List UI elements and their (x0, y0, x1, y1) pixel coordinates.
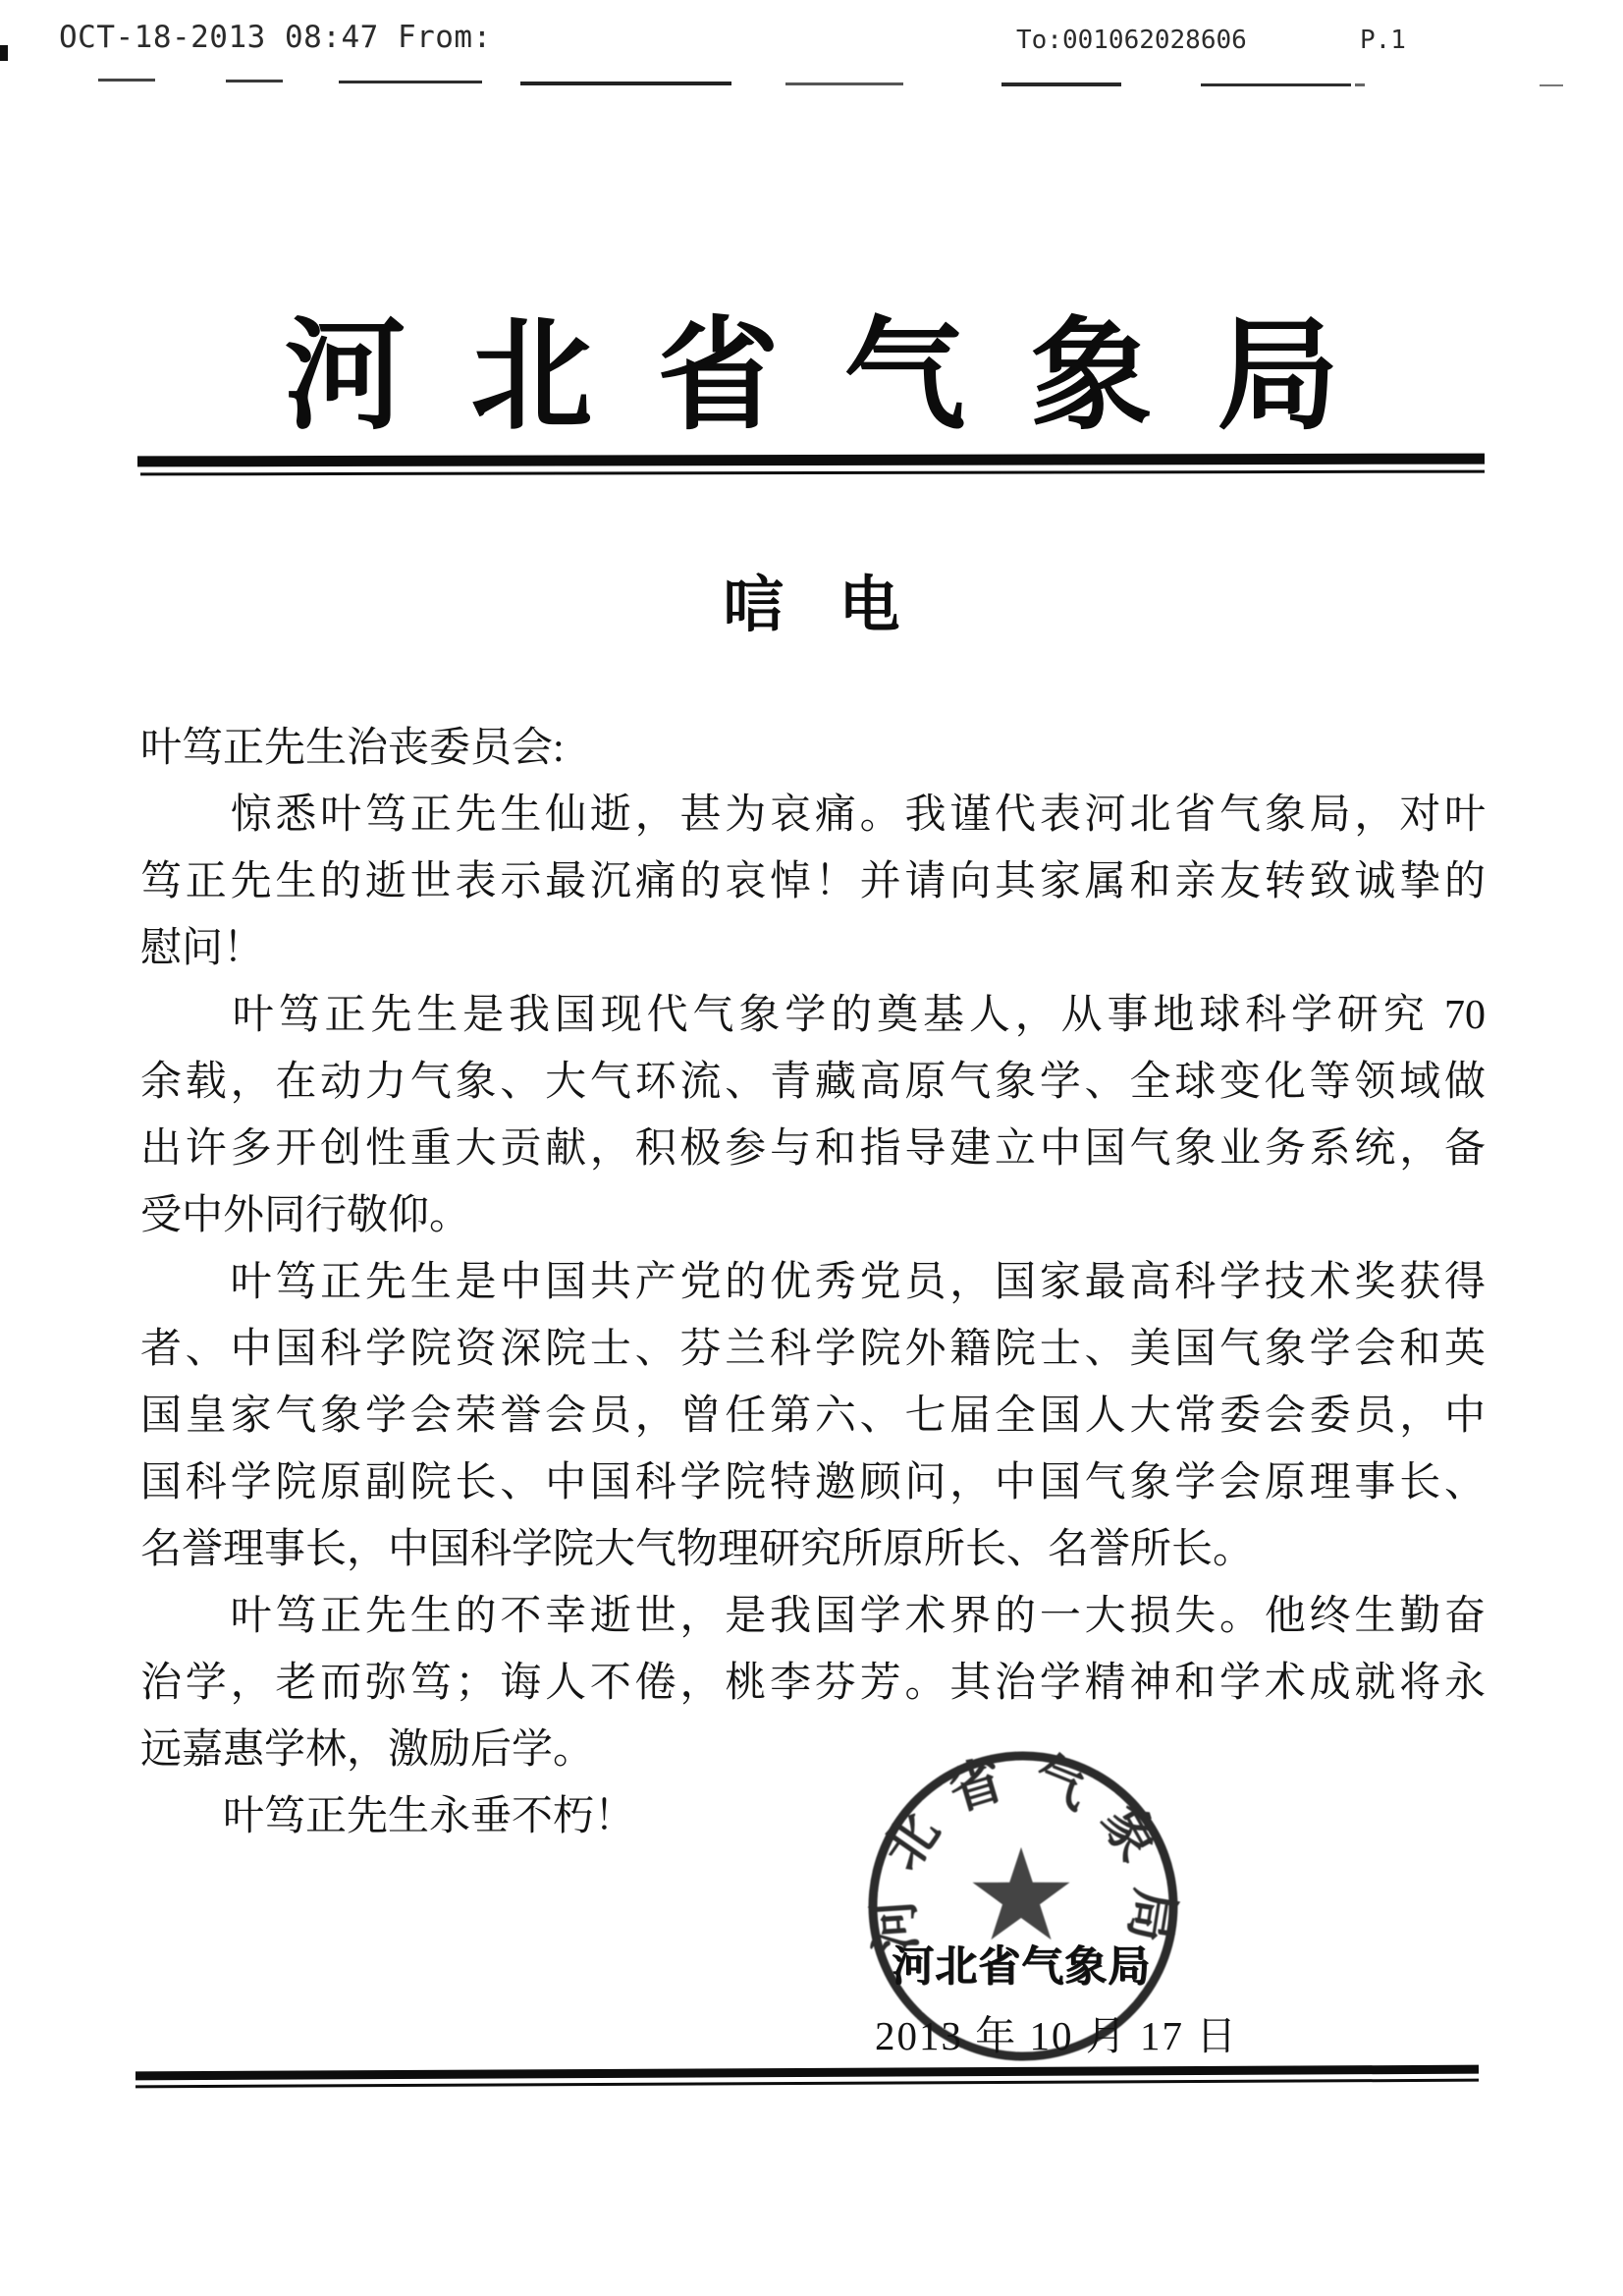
body-line: 者、中国科学院资深院士、芬兰科学院外籍院士、美国气象学会和英 (140, 1327, 1486, 1372)
body-line: 名誉理事长，中国科学院大气物理研究所原所长、名誉所长。 (140, 1527, 1255, 1572)
body-line: 余载，在动力气象、大气环流、青藏高原气象学、全球变化等领域做 (140, 1060, 1486, 1105)
seal-arc-text: 河北省气象局 (862, 1743, 1185, 1968)
document-subject (0, 556, 1623, 643)
body-line: 国皇家气象学会荣誉会员，曾任第六、七届全国人大常委会委员，中 (140, 1394, 1486, 1439)
body-line: 远嘉惠学林，激励后学。 (140, 1727, 595, 1773)
letterhead-rule-thick (137, 454, 1485, 467)
letter-body (140, 715, 1486, 1850)
body-line: 治学，老而弥笃；诲人不倦，桃李芬芳。其治学精神和学术成就将永 (140, 1661, 1486, 1706)
scan-artifact (0, 45, 8, 61)
body-line: 国科学院原副院长、中国科学院特邀顾问，中国气象学会原理事长、 (140, 1460, 1486, 1505)
body-line: 出许多开创性重大贡献，积极参与和指导建立中国气象业务系统，备 (140, 1126, 1486, 1172)
signature-date: 2013 年 10 月 17 日 (875, 2013, 1239, 2058)
star-icon (973, 1847, 1070, 1940)
fax-timestamp: OCT-18-2013 08:47 From: (59, 20, 492, 55)
letterhead-rule-thin (140, 470, 1485, 476)
fax-page-number: P.1 (1360, 26, 1406, 55)
body-line: 慰问！ (140, 926, 265, 971)
org-name-text: 河北省气象局 (284, 309, 1404, 444)
body-line: 叶笃正先生是我国现代气象学的奠基人，从事地球科学研究 70 (140, 993, 1486, 1038)
footer-rule-thin (135, 2079, 1479, 2089)
signature-org: 河北省气象局 (892, 1944, 1151, 1991)
letterhead-title (0, 278, 1623, 453)
fax-recipient-number: To:001062028606 (1016, 26, 1247, 55)
subject-text: 唁电 (723, 573, 955, 639)
salutation: 叶笃正先生治丧委员会: (140, 726, 565, 771)
body-line: 受中外同行敬仰。 (140, 1193, 471, 1238)
body-line: 叶笃正先生永垂不朽！ (140, 1794, 636, 1839)
footer-rule-thick (135, 2065, 1479, 2081)
body-line: 笃正先生的逝世表示最沉痛的哀悼！并请向其家属和亲友转致诚挚的 (140, 859, 1486, 904)
body-line: 惊悉叶笃正先生仙逝，甚为哀痛。我谨代表河北省气象局，对叶 (140, 793, 1486, 838)
body-line: 叶笃正先生是中国共产党的优秀党员，国家最高科学技术奖获得 (140, 1260, 1486, 1305)
body-line: 叶笃正先生的不幸逝世，是我国学术界的一大损失。他终生勤奋 (140, 1594, 1486, 1639)
